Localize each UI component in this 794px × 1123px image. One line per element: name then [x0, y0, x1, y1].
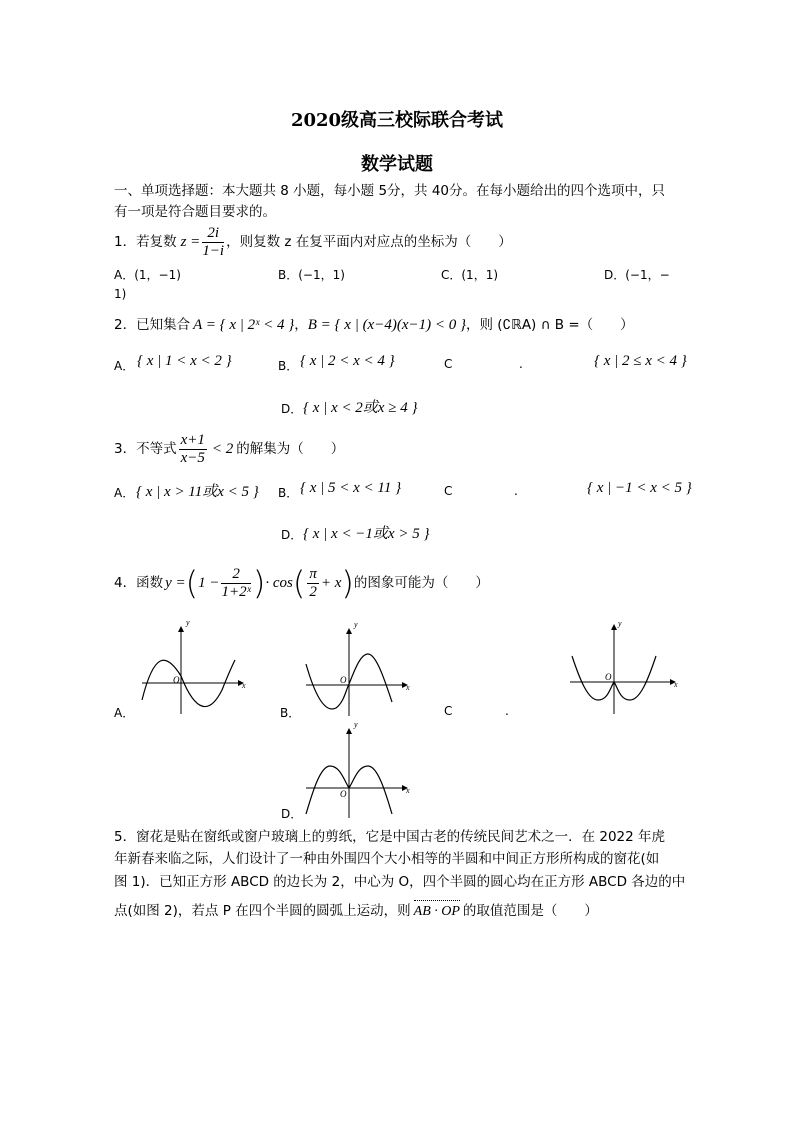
- q4-paren2-open: (: [292, 564, 306, 602]
- q5-vector-product: AB · OP: [414, 900, 460, 922]
- q4-plus-x: + x: [320, 575, 342, 591]
- q2-separator: ，: [294, 317, 308, 333]
- q4-prefix: 4．函数: [114, 575, 164, 591]
- q1-option-d-wrap: 1): [114, 287, 127, 301]
- section-header-line2: 有一项是符合题目要求的。: [114, 204, 276, 220]
- y-axis-arrow: [611, 624, 617, 630]
- q3-prefix: 3．不等式: [114, 441, 177, 457]
- q3-option-d: { x | x < −1或x > 5 }: [303, 526, 430, 542]
- q5-line-4: [114, 900, 598, 922]
- origin-label: O: [173, 675, 180, 685]
- y-axis-arrow: [346, 628, 352, 634]
- exam-subtitle: 数学试题: [361, 154, 433, 175]
- q4-option-c-dot: .: [505, 704, 509, 718]
- q4-option-d-label: D．: [281, 807, 303, 821]
- q4-graph-b: [302, 622, 414, 718]
- y-axis-arrow: [346, 728, 352, 734]
- q5-line-4-suffix: 的取值范围是（ ）: [462, 903, 598, 919]
- origin-label: O: [340, 675, 347, 685]
- q2-option-d-label: D．: [281, 402, 303, 416]
- q3-denominator: x−5: [180, 449, 205, 466]
- q3-option-c: { x | −1 < x < 5 }: [587, 480, 692, 496]
- q5-line-1: 5．窗花是贴在窗纸或窗户玻璃上的剪纸，它是中国古老的传统民间艺术之一．在 2022 年虎: [114, 829, 666, 845]
- q3-suffix: 的解集为（ ）: [236, 441, 345, 457]
- y-axis-label: y: [186, 620, 190, 627]
- q2-option-b-label: B．: [278, 359, 299, 373]
- q3-inequality: < 2: [211, 441, 234, 457]
- q2-option-b: { x | 2 < x < 4 }: [300, 353, 395, 369]
- q4-denominator: 1+2ˣ: [221, 583, 251, 600]
- x-axis-label: x: [406, 786, 410, 795]
- q4-numerator: 2: [221, 566, 250, 584]
- question-2-stem: [114, 312, 634, 338]
- q4-paren-open: (: [185, 564, 199, 602]
- origin-label: O: [340, 789, 347, 799]
- q1-lhs: z =: [180, 234, 201, 250]
- q1-prefix: 1．若复数: [114, 234, 177, 250]
- q4-suffix: 的图象可能为（ ）: [353, 575, 489, 591]
- q2-prefix: 2．已知集合: [114, 317, 191, 333]
- question-1-stem: [114, 222, 512, 262]
- q2-option-c-dot: .: [519, 357, 523, 371]
- q3-option-b: { x | 5 < x < 11 }: [300, 480, 402, 496]
- q3-fraction: [179, 432, 207, 467]
- q2-set-b: B = { x | (x−4)(x−1) < 0 }: [307, 317, 466, 333]
- q4-one-minus: 1 −: [198, 575, 220, 591]
- q4-paren-close: ): [252, 564, 266, 602]
- q2-set-a: A = { x | 2ˣ < 4 }: [193, 317, 295, 333]
- q2-option-c: { x | 2 ≤ x < 4 }: [594, 353, 687, 369]
- q4-graph-d: [302, 722, 414, 822]
- x-axis-label: x: [674, 680, 678, 689]
- q3-option-b-label: B．: [278, 486, 299, 500]
- q1-denominator: 1−i: [202, 242, 225, 259]
- q4-fraction: [221, 566, 250, 601]
- q2-option-a-label: A．: [114, 359, 135, 373]
- section-header-line1: 一、单项选择题：本大题共 8 小题，每小题 5分，共 40分。在每小题给出的四个选项中，只: [114, 183, 666, 199]
- q4-graph-a: [138, 620, 250, 716]
- q4-cos: · cos: [265, 575, 293, 591]
- q3-option-a: { x | x > 11或x < 5 }: [136, 484, 259, 500]
- x-axis-label: x: [242, 681, 246, 690]
- y-axis-arrow: [178, 626, 184, 632]
- q5-line-3: 图 1)．已知正方形 ABCD 的边长为 2，中心为 O，四个半圆的圆心均在正方形 ABCD 各边的中: [114, 874, 686, 890]
- q4-pi-numerator: π: [309, 565, 317, 582]
- q4-pi-denominator: 2: [309, 583, 317, 600]
- q1-suffix: ，则复数 z 在复平面内对应点的坐标为（ ）: [226, 234, 512, 250]
- q1-option-b: B．(−1，1): [278, 268, 345, 282]
- q2-option-a: { x | 1 < x < 2 }: [137, 353, 232, 369]
- q4-paren2-close: ): [341, 564, 354, 602]
- q3-option-a-label: A．: [114, 486, 135, 500]
- q3-numerator: x+1: [180, 431, 205, 448]
- q3-option-c-dot: .: [514, 484, 518, 498]
- q1-numerator: 2i: [202, 225, 224, 243]
- question-3-stem: [114, 429, 344, 469]
- q4-lhs: y =: [165, 575, 186, 591]
- q2-option-d: { x | x < 2或x ≥ 4 }: [303, 400, 418, 416]
- x-axis-label: x: [406, 683, 410, 692]
- q1-option-a: A．(1，−1): [114, 268, 181, 282]
- q4-option-c-label: C: [444, 704, 453, 718]
- q5-line-4-prefix: 点(如图 2)，若点 P 在四个半圆的圆弧上运动，则: [114, 903, 411, 919]
- q2-suffix: ，则 (∁ℝA) ∩ B =（ ）: [465, 317, 634, 333]
- q1-option-c: C．(1，1): [441, 268, 499, 282]
- q1-fraction: [202, 225, 224, 260]
- q5-line-2: 年新春来临之际，人们设计了一种由外围四个大小相等的半圆和中间正方形所构成的窗花(如: [114, 851, 660, 867]
- q2-option-c-label: C: [444, 357, 453, 371]
- y-axis-label: y: [354, 622, 358, 629]
- q1-option-d: D．(−1，−: [604, 268, 670, 282]
- exam-title: 2020级高三校际联合考试: [290, 110, 504, 131]
- y-axis-label: y: [618, 620, 622, 628]
- origin-label: O: [605, 672, 612, 682]
- question-4-stem: [114, 561, 489, 605]
- q3-option-d-label: D．: [281, 528, 303, 542]
- q4-option-b-label: B．: [280, 706, 301, 720]
- q4-pi-fraction: [307, 566, 319, 601]
- y-axis-label: y: [354, 722, 358, 729]
- q4-option-a-label: A．: [114, 706, 135, 720]
- q4-graph-c: [566, 620, 682, 716]
- q3-option-c-label: C: [444, 484, 453, 498]
